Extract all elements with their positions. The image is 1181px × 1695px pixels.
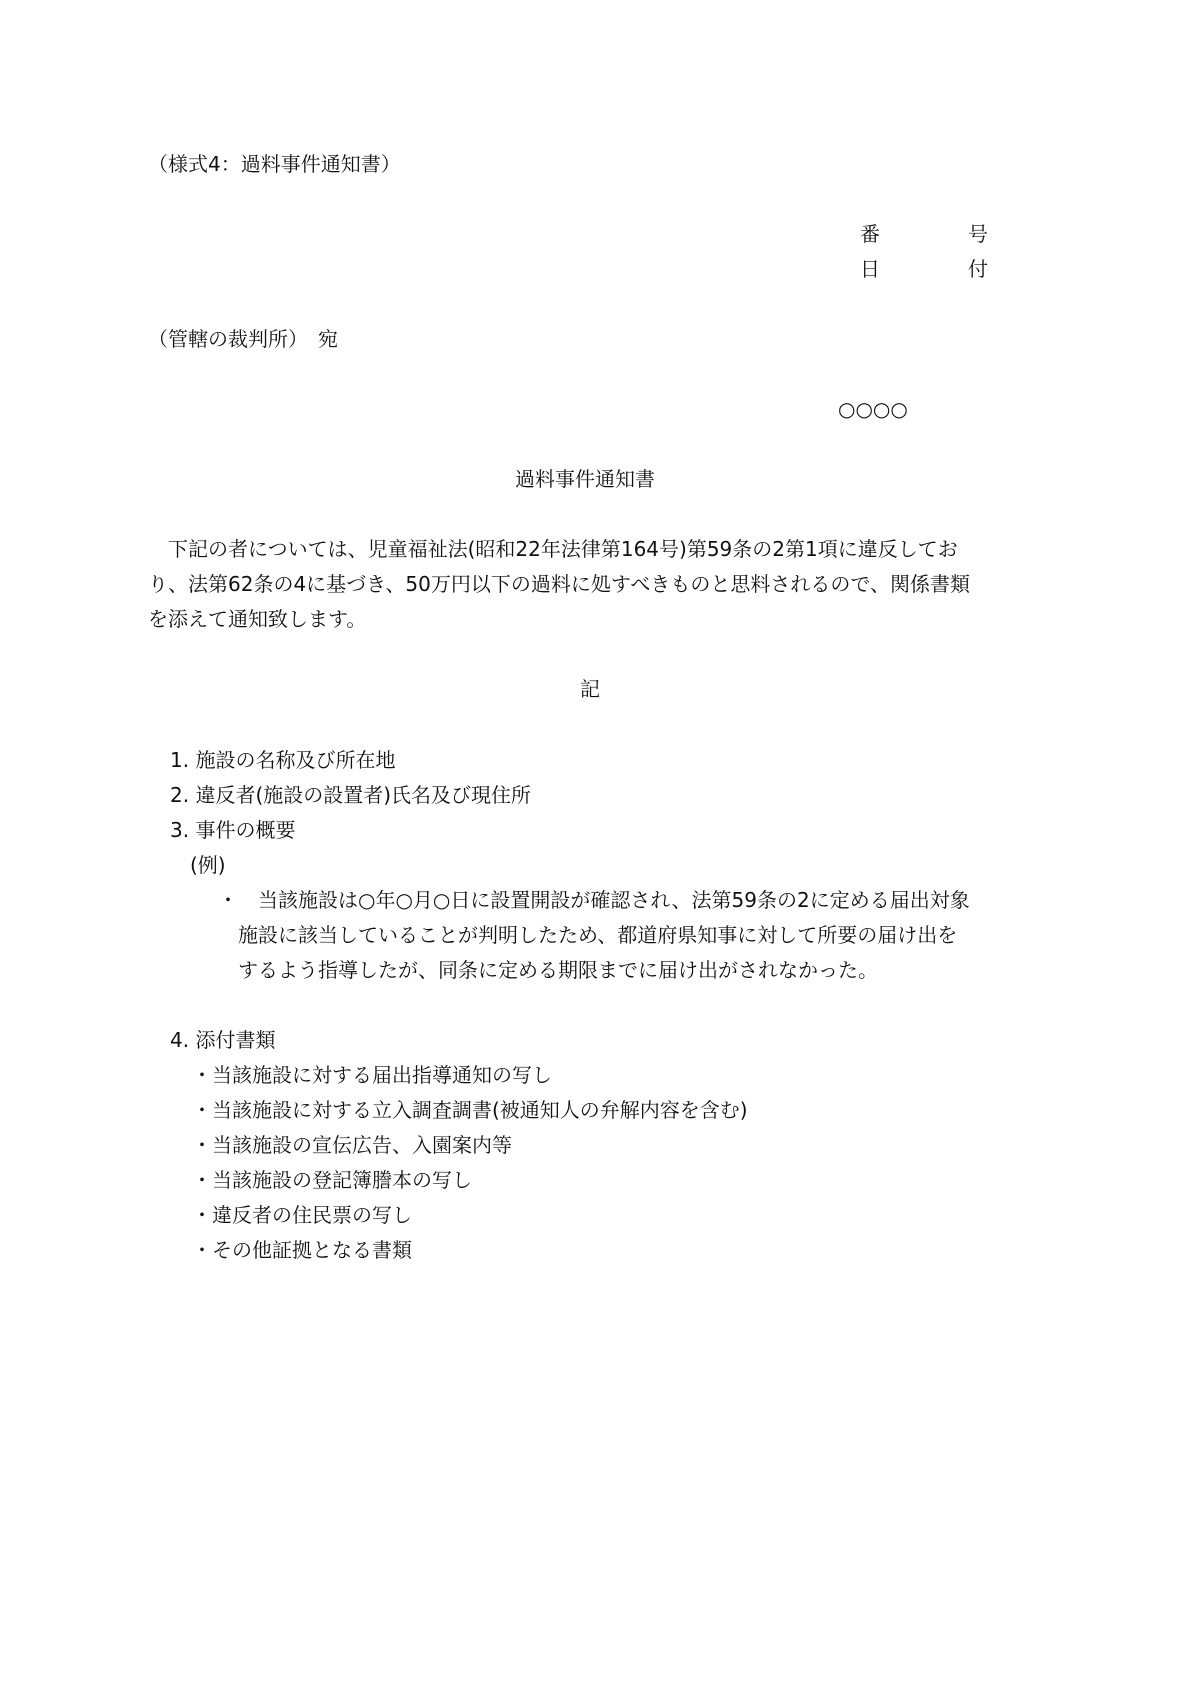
example-line-2: 施設に該当していることが判明したため、都道府県知事に対して所要の届け出を [238,923,958,947]
item-2-violator: 2. 違反者(施設の設置者)氏名及び現住所 [170,783,532,807]
example-bullet: ・ [218,888,238,912]
attachment-item: ・当該施設の登記簿謄本の写し [192,1168,472,1192]
item-3-case-summary: 3. 事件の概要 [170,818,296,842]
document-title: 過料事件通知書 [515,467,655,491]
ki-heading: 記 [580,677,600,701]
attachment-item: ・その他証拠となる書類 [192,1238,412,1262]
item-1-facility-name: 1. 施設の名称及び所在地 [170,748,396,772]
date-suffix: 付 [968,257,988,281]
body-line-2: り、法第62条の4に基づき、50万円以下の過料に処すべきものと思料されるので、関係書類 [148,572,971,596]
sender: ○○○○ [838,397,908,421]
example-line-1: 当該施設は○年○月○日に設置開設が確認され、法第59条の2に定める届出対象 [258,888,970,912]
attachment-item: ・当該施設に対する立入調査調書(被通知人の弁解内容を含む) [192,1098,748,1122]
number-suffix: 号 [968,222,988,246]
attachment-item: ・当該施設に対する届出指導通知の写し [192,1063,552,1087]
date-label: 日 [860,257,880,281]
body-line-1: 下記の者については、児童福祉法(昭和22年法律第164号)第59条の2第1項に違反してお [148,537,958,561]
addressee: （管轄の裁判所） 宛 [148,327,338,351]
example-line-3: するよう指導したが、同条に定める期限までに届け出がされなかった。 [238,958,878,982]
form-label: （様式4：過料事件通知書） [148,152,401,176]
example-label: (例) [190,853,226,877]
attachment-item: ・違反者の住民票の写し [192,1203,412,1227]
number-label: 番 [860,222,880,246]
item-4-attachments: 4. 添付書類 [170,1028,276,1052]
body-line-3: を添えて通知致します。 [148,607,367,631]
attachment-item: ・当該施設の宣伝広告、入園案内等 [192,1133,512,1157]
